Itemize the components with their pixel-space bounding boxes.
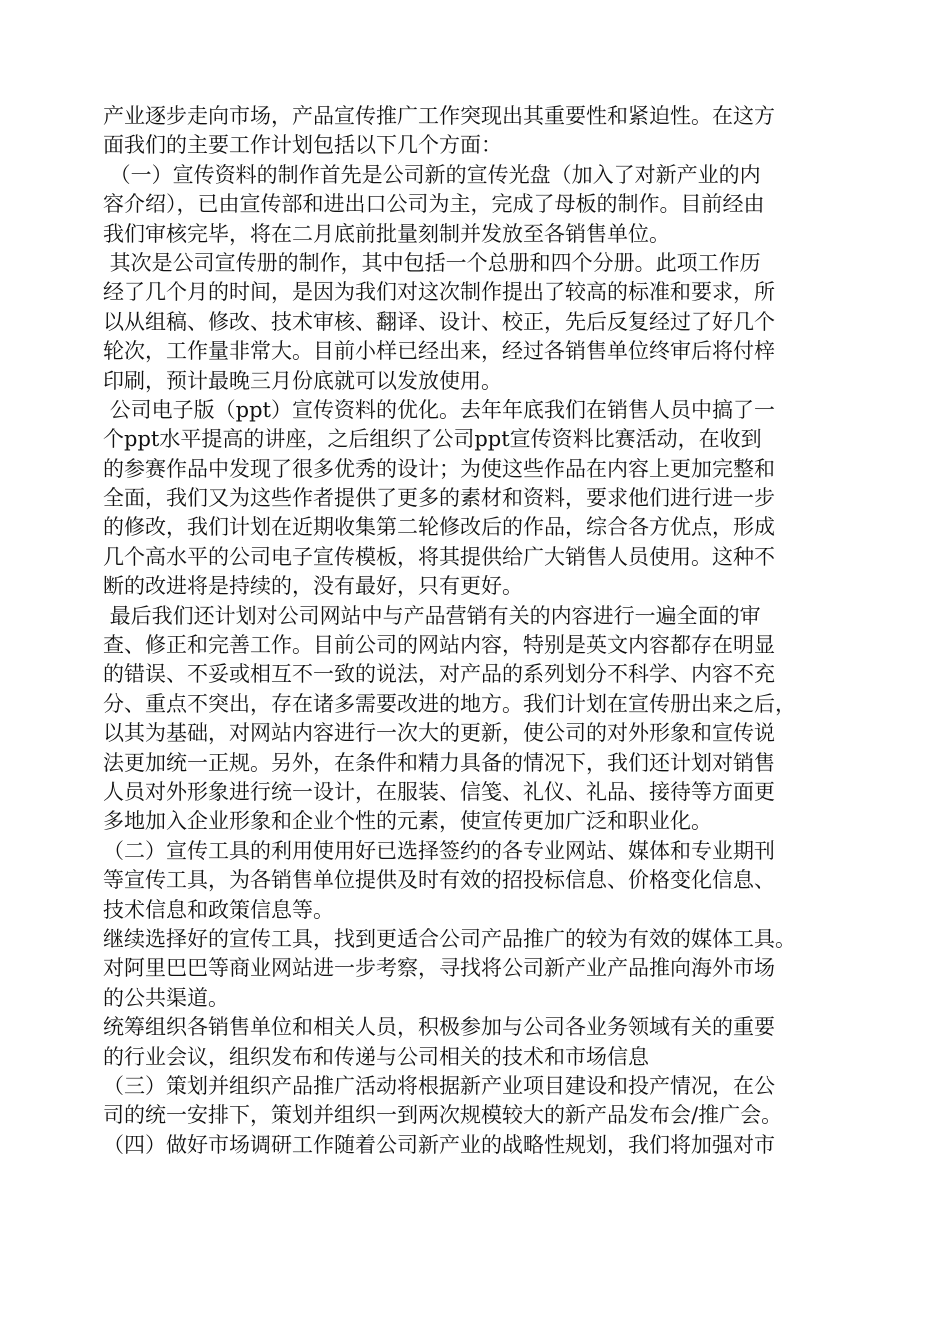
text-line: 多地加入企业形象和企业个性的元素，使宣传更加广泛和职业化。 bbox=[103, 809, 712, 834]
text-line: 以其为基础，对网站内容进行一次大的更新，使公司的对外形象和宣传说 bbox=[103, 721, 775, 746]
text-line: 查、修正和完善工作。目前公司的网站内容，特别是英文内容都存在明显 bbox=[103, 633, 775, 658]
text-line: 法更加统一正规。另外，在条件和精力具备的情况下，我们还计划对销售 bbox=[103, 750, 775, 775]
text-line: 技术信息和政策信息等。 bbox=[103, 897, 334, 922]
text-line: 几个高水平的公司电子宣传模板，将其提供给广大销售人员使用。这种不 bbox=[103, 544, 775, 569]
text-line: 的错误、不妥或相互不一致的说法，对产品的系列划分不科学、内容不充 bbox=[103, 662, 775, 687]
text-line: 统筹组织各销售单位和相关人员，积极参加与公司各业务领域有关的重要 bbox=[103, 1015, 775, 1040]
text-line: 我们审核完毕，将在二月底前批量刻制并发放至各销售单位。 bbox=[103, 221, 670, 246]
text-line: 的修改，我们计划在近期收集第二轮修改后的作品，综合各方优点，形成 bbox=[103, 515, 775, 540]
text-line: 个ppt水平提高的讲座，之后组织了公司ppt宣传资料比赛活动，在收到 bbox=[103, 427, 762, 452]
text-line: 经了几个月的时间，是因为我们对这次制作提出了较高的标准和要求，所 bbox=[103, 280, 775, 305]
text-line: 对阿里巴巴等商业网站进一步考察，寻找将公司新产业产品推向海外市场 bbox=[103, 956, 775, 981]
text-line: 产业逐步走向市场，产品宣传推广工作突现出其重要性和紧迫性。在这方 bbox=[103, 104, 775, 128]
text-line: 人员对外形象进行统一设计，在服装、信笺、礼仪、礼品、接待等方面更 bbox=[103, 779, 775, 804]
text-line: 的参赛作品中发现了很多优秀的设计；为使这些作品在内容上更加完整和 bbox=[103, 456, 775, 481]
text-line: 其次是公司宣传册的制作，其中包括一个总册和四个分册。此项工作历 bbox=[103, 250, 761, 275]
document-body bbox=[103, 102, 863, 1160]
text-line: （二）宣传工具的利用使用好已选择签约的各专业网站、媒体和专业期刊 bbox=[103, 838, 775, 863]
text-line: 等宣传工具，为各销售单位提供及时有效的招投标信息、价格变化信息、 bbox=[103, 868, 775, 893]
text-line: 容介绍），已由宣传部和进出口公司为主，完成了母板的制作。目前经由 bbox=[103, 192, 765, 217]
text-line: （三）策划并组织产品推广活动将根据新产业项目建设和投产情况，在公 bbox=[103, 1073, 775, 1098]
text-line: 轮次，工作量非常大。目前小样已经出来，经过各销售单位终审后将付梓 bbox=[103, 339, 775, 364]
text-line: 印刷，预计最晚三月份底就可以发放使用。 bbox=[103, 368, 502, 393]
text-line: 的行业会议，组织发布和传递与公司相关的技术和市场信息 bbox=[103, 1044, 649, 1069]
text-line: （四）做好市场调研工作随着公司新产业的战略性规划，我们将加强对市 bbox=[103, 1132, 775, 1157]
text-line: 以从组稿、修改、技术审核、翻译、设计、校正，先后反复经过了好几个 bbox=[103, 309, 775, 334]
text-line: 面我们的主要工作计划包括以下几个方面： bbox=[103, 133, 502, 158]
text-line: 断的改进将是持续的，没有最好，只有更好。 bbox=[103, 574, 523, 599]
text-line: 继续选择好的宣传工具，找到更适合公司产品推广的较为有效的媒体工具。 bbox=[103, 926, 796, 951]
text-line: 分、重点不突出，存在诸多需要改进的地方。我们计划在宣传册出来之后， bbox=[103, 691, 796, 716]
text-line: 最后我们还计划对公司网站中与产品营销有关的内容进行一遍全面的审 bbox=[103, 603, 761, 628]
text-line: 公司电子版（ppt）宣传资料的优化。去年年底我们在销售人员中搞了一 bbox=[103, 397, 775, 422]
text-line: （一）宣传资料的制作首先是公司新的宣传光盘（加入了对新产业的内 bbox=[103, 162, 761, 187]
text-line: 的公共渠道。 bbox=[103, 985, 229, 1010]
text-line: 全面，我们又为这些作者提供了更多的素材和资料，要求他们进行进一步 bbox=[103, 486, 775, 511]
text-line: 司的统一安排下，策划并组织一到两次规模较大的新产品发布会/推广会。 bbox=[103, 1103, 783, 1128]
